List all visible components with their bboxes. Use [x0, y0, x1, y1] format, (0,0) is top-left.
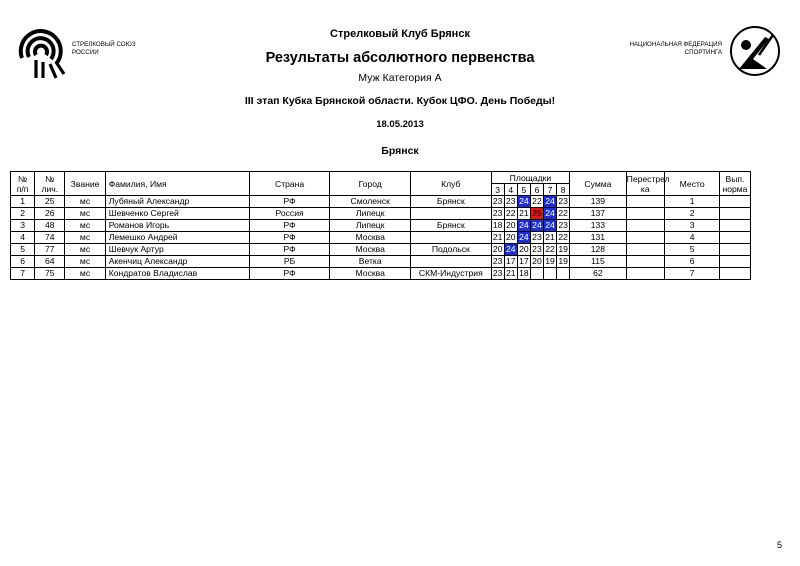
station-score-cell: 24: [519, 220, 529, 230]
station-score-cell: 24: [519, 196, 529, 206]
table-row: [11, 196, 784, 208]
row-club-cell: [411, 208, 492, 220]
row-town-cell: Ветка: [330, 256, 411, 268]
row-sum-cell: 115: [570, 256, 626, 268]
page-number: 5: [777, 540, 783, 550]
station-score-cell: 23: [558, 220, 568, 230]
station-score-cell: 24: [545, 196, 555, 206]
station-score-cell: 24: [519, 232, 529, 242]
row-town-cell: Смоленск: [330, 196, 411, 208]
station-score-cell: 22: [558, 232, 568, 242]
row-shootoff-cell: [626, 220, 664, 232]
row-country-cell: РФ: [249, 268, 330, 280]
table-row: [11, 256, 784, 268]
station-score-cell: 22: [558, 208, 568, 218]
row-town-cell: Липецк: [330, 220, 411, 232]
row-lic-cell: 48: [35, 220, 65, 232]
col-norm-header: Вып. норма: [720, 172, 750, 196]
station-score-cell: 23: [558, 196, 568, 206]
station-score-cell: 20: [505, 220, 516, 230]
row-shootoff-cell: [626, 208, 664, 220]
station-score-cell: 23: [505, 196, 516, 206]
row-num-cell: 1: [11, 196, 35, 208]
category-label: Муж Категория А: [358, 72, 442, 84]
row-lic-cell: 77: [35, 244, 65, 256]
station-score-cell: 21: [545, 232, 555, 242]
row-norm-cell: [720, 256, 750, 268]
col-club-header: Клуб: [411, 172, 492, 196]
col-place-header: Место: [664, 172, 719, 196]
station-score-cell: 21: [505, 268, 516, 278]
event-name: III этап Кубка Брянской области. Кубок ЦФО. День Победы!: [244, 95, 556, 107]
row-name-cell: Лемешко Андрей: [105, 232, 249, 244]
row-club-cell: Брянск: [411, 220, 492, 232]
station-score-cell: 19: [545, 256, 555, 266]
table-row: [11, 232, 784, 244]
station-score-cell: 23: [492, 208, 503, 218]
station-score-cell: 18: [519, 268, 529, 278]
org-left-name: СТРЕЛКОВЫЙ СОЮЗ РОССИИ: [72, 41, 136, 56]
row-sum-cell: 137: [570, 208, 626, 220]
row-rank-cell: мс: [65, 196, 105, 208]
row-norm-cell: [720, 244, 750, 256]
row-place-cell: 7: [664, 268, 719, 280]
station-score-cell: 21: [492, 232, 503, 242]
row-country-cell: РФ: [249, 220, 330, 232]
row-norm-cell: [720, 220, 750, 232]
row-norm-cell: [720, 208, 750, 220]
row-club-cell: Подольск: [411, 244, 492, 256]
row-name-cell: Романов Игорь: [105, 220, 249, 232]
station-score-cell: 20: [519, 244, 529, 254]
station-score-cell: 24: [532, 220, 542, 230]
row-place-cell: 2: [664, 208, 719, 220]
row-lic-cell: 64: [35, 256, 65, 268]
station-score-cell: 20: [492, 244, 503, 254]
row-country-cell: Россия: [249, 208, 330, 220]
row-rank-cell: мс: [65, 232, 105, 244]
col-stations-header: Площадки: [491, 172, 570, 184]
row-name-cell: Шевчук Артур: [105, 244, 249, 256]
station-number: 4: [504, 184, 517, 196]
row-sum-cell: 133: [570, 220, 626, 232]
row-sum-cell: 128: [570, 244, 626, 256]
row-norm-cell: [720, 196, 750, 208]
row-sum-cell: 131: [570, 232, 626, 244]
row-num-cell: 5: [11, 244, 35, 256]
station-score-cell: 25: [532, 208, 542, 218]
results-table: [10, 171, 784, 280]
row-town-cell: Москва: [330, 244, 411, 256]
station-score-cell: 20: [505, 232, 516, 242]
station-score-cell: 22: [545, 244, 555, 254]
row-lic-cell: 74: [35, 232, 65, 244]
row-club-cell: СКМ-Индустрия: [411, 268, 492, 280]
col-name-header: Фамилия, Имя: [105, 172, 249, 196]
row-name-cell: Акенчиц Александр: [105, 256, 249, 268]
col-sum-header: Сумма: [570, 172, 626, 196]
row-country-cell: РФ: [249, 232, 330, 244]
row-num-cell: 3: [11, 220, 35, 232]
event-city: Брянск: [381, 145, 419, 157]
station-number: 7: [544, 184, 557, 196]
table-row: [11, 208, 784, 220]
station-score-cell: 22: [532, 196, 542, 206]
row-num-cell: 6: [11, 256, 35, 268]
station-score-cell: 23: [492, 256, 503, 266]
row-lic-cell: 26: [35, 208, 65, 220]
station-score-cell: 17: [505, 256, 516, 266]
row-norm-cell: [720, 268, 750, 280]
station-score-cell: 21: [519, 208, 529, 218]
row-club-cell: Брянск: [411, 196, 492, 208]
row-num-cell: 2: [11, 208, 35, 220]
row-rank-cell: мс: [65, 244, 105, 256]
station-number: 3: [491, 184, 504, 196]
col-country-header: Страна: [249, 172, 330, 196]
row-name-cell: Кондратов Владислав: [105, 268, 249, 280]
station-score-cell: [544, 268, 557, 280]
station-number: 6: [530, 184, 543, 196]
station-score-cell: 17: [519, 256, 529, 266]
row-norm-cell: [720, 232, 750, 244]
row-rank-cell: мс: [65, 208, 105, 220]
station-score-cell: 24: [545, 220, 555, 230]
row-place-cell: 1: [664, 196, 719, 208]
row-shootoff-cell: [626, 196, 664, 208]
station-score-cell: 19: [558, 244, 568, 254]
row-town-cell: Москва: [330, 232, 411, 244]
row-club-cell: [411, 256, 492, 268]
station-number: 8: [557, 184, 570, 196]
col-shootoff-header: Перестрел ка: [626, 173, 670, 194]
row-place-cell: 5: [664, 244, 719, 256]
row-country-cell: РФ: [249, 196, 330, 208]
row-rank-cell: мс: [65, 268, 105, 280]
row-num-cell: 7: [11, 268, 35, 280]
station-score-cell: 24: [545, 208, 555, 218]
station-score-cell: 19: [558, 256, 568, 266]
station-score-cell: 22: [505, 208, 516, 218]
station-score-cell: 24: [505, 244, 516, 254]
row-num-cell: 4: [11, 232, 35, 244]
row-country-cell: РФ: [249, 244, 330, 256]
org-right-name: НАЦИОНАЛЬНАЯ ФЕДЕРАЦИЯ СПОРТИНГА: [629, 41, 722, 56]
row-shootoff-cell: [626, 244, 664, 256]
table-row: [11, 244, 784, 256]
row-lic-cell: 25: [35, 196, 65, 208]
table-row: [11, 220, 784, 232]
results-body: [11, 196, 784, 280]
table-row: [11, 268, 784, 280]
station-score-cell: [557, 268, 570, 280]
row-name-cell: Шевченко Сергей: [105, 208, 249, 220]
row-shootoff-cell: [626, 232, 664, 244]
station-score-cell: 23: [492, 196, 503, 206]
row-town-cell: Москва: [330, 268, 411, 280]
col-town-header: Город: [330, 172, 411, 196]
header-row: [11, 172, 784, 184]
row-place-cell: 6: [664, 256, 719, 268]
row-club-cell: [411, 232, 492, 244]
row-rank-cell: мс: [65, 220, 105, 232]
event-date: 18.05.2013: [376, 119, 424, 130]
row-sum-cell: 62: [570, 268, 626, 280]
col-rank-header: Звание: [65, 172, 105, 196]
station-score-cell: 23: [532, 232, 542, 242]
row-place-cell: 3: [664, 220, 719, 232]
club-name: Стрелковый Клуб Брянск: [330, 28, 470, 40]
col-lic-header: № лич.: [35, 172, 65, 196]
page-title: Результаты абсолютного первенства: [265, 50, 535, 66]
row-place-cell: 4: [664, 232, 719, 244]
row-shootoff-cell: [626, 256, 664, 268]
station-score-cell: 18: [492, 220, 503, 230]
station-score-cell: [530, 268, 543, 280]
row-sum-cell: 139: [570, 196, 626, 208]
station-score-cell: 23: [532, 244, 542, 254]
col-num-header: № п/п: [11, 172, 35, 196]
row-lic-cell: 75: [35, 268, 65, 280]
station-score-cell: 20: [532, 256, 542, 266]
row-name-cell: Лубяный Александр: [105, 196, 249, 208]
row-country-cell: РБ: [249, 256, 330, 268]
station-score-cell: 23: [492, 268, 503, 278]
row-shootoff-cell: [626, 268, 664, 280]
station-number: 5: [517, 184, 530, 196]
row-rank-cell: мс: [65, 256, 105, 268]
row-town-cell: Липецк: [330, 208, 411, 220]
